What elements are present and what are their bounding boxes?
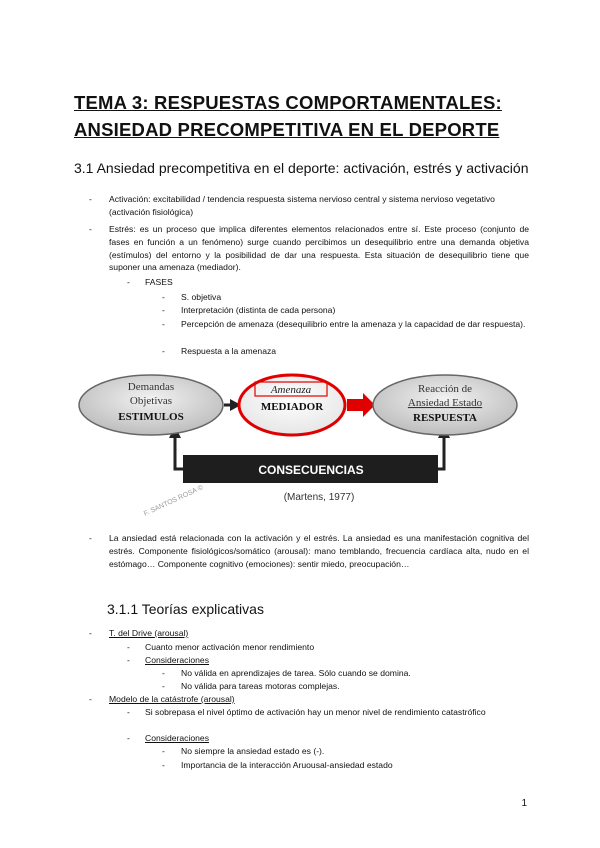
stress-process-diagram (75, 368, 525, 518)
feedback-arrow-right (438, 436, 444, 469)
catastrophe-consideration-item: Importancia de la interacción Aruousal-ansiedad estado (181, 760, 393, 770)
feedback-arrow-left (175, 436, 183, 469)
bullet-dash: - (162, 319, 165, 329)
drive-point: Cuanto menor activación menor rendimiento (145, 642, 315, 652)
bullet-dash: - (89, 224, 92, 234)
section-3-1-heading: 3.1 Ansiedad precompetitiva en el deporte: activación, estrés y activación (74, 160, 529, 176)
drive-consideration-item: No válida para tareas motoras complejas. (181, 681, 340, 691)
activacion-paragraph: Activación: excitabilidad / tendencia respuesta sistema nervioso central y sistema nervioso vegetativo (activación fisiológica) (109, 194, 495, 217)
drive-consideration-item: No válida en aprendizajes de tarea. Sólo cuando se domina. (181, 668, 411, 678)
bullet-dash: - (127, 733, 130, 743)
watermark-text: F. SANTOS ROSA © (142, 484, 205, 518)
citation-text: (Martens, 1977) (283, 492, 355, 503)
bullet-dash: - (89, 194, 92, 204)
fase-item: S. objetiva (181, 292, 222, 302)
catastrophe-point: Si sobrepasa el nivel óptimo de activación hay un menor nivel de rendimiento catastrófico (145, 707, 486, 717)
bullet-dash: - (162, 346, 165, 356)
bullet-dash: - (162, 305, 165, 315)
bullet-dash: - (162, 681, 165, 691)
right-line-1: Reacción de (417, 383, 473, 395)
center-line-2: MEDIADOR (260, 401, 324, 413)
catastrophe-consideration-item: No siempre la ansiedad estado es (-). (181, 746, 325, 756)
bullet-dash: - (162, 292, 165, 302)
bullet-dash: - (89, 628, 92, 638)
bullet-dash: - (162, 746, 165, 756)
left-line-1: Demandas (127, 381, 175, 393)
bullet-dash: - (127, 277, 130, 287)
fase-item: Respuesta a la amenaza (181, 346, 277, 356)
right-line-3: RESPUESTA (413, 412, 477, 424)
bullet-dash: - (127, 655, 130, 665)
catastrophe-considerations-label: Consideraciones (145, 733, 210, 743)
bullet-dash: - (127, 707, 130, 717)
left-line-2: Objetivas (129, 395, 173, 407)
right-line-2: Ansiedad Estado (407, 397, 483, 409)
fase-item: Percepción de amenaza (desequilibrio entre la amenaza y la capacidad de dar respuesta). (181, 319, 526, 329)
section-3-1-1-heading: 3.1.1 Teorías explicativas (107, 601, 264, 617)
document-title-line-2: ANSIEDAD PRECOMPETITIVA EN EL DEPORTE (74, 119, 500, 140)
drive-title: T. del Drive (arousal) (109, 628, 189, 638)
left-line-3: ESTIMULOS (118, 411, 184, 423)
drive-considerations-label: Consideraciones (145, 655, 210, 665)
bullet-dash: - (127, 642, 130, 652)
fase-item: Interpretación (distinta de cada persona) (181, 305, 336, 315)
consecuencias-label: CONSECUENCIAS (258, 463, 364, 477)
estres-paragraph: Estrés: es un proceso que implica diferentes elementos relacionados entre sí. Este proceso (conjunto de fases en función a un fenómeno) surge cuando percibimos un desequilibrio entre una demanda objetiva (estímulos) del entorno y la posibilidad de dar una respuesta. Esta situación de desequilibrio tiene que suponer una amenaza (mediador). (109, 224, 529, 273)
bullet-dash: - (89, 694, 92, 704)
catastrophe-title: Modelo de la catástrofe (arousal) (109, 694, 235, 704)
bullet-dash: - (162, 668, 165, 678)
document-title-line-1: TEMA 3: RESPUESTAS COMPORTAMENTALES: (74, 92, 502, 113)
center-line-1: Amenaza (270, 384, 312, 396)
page-number: 1 (521, 798, 527, 809)
bullet-dash: - (89, 533, 92, 543)
red-arrow-shaft (347, 399, 363, 411)
fases-label: FASES (145, 277, 173, 287)
ansiedad-paragraph: La ansiedad está relacionada con la activación y el estrés. La ansiedad es una manifestación cognitiva del estrés. Componente fisiológicos/somático (arousal): mano temblando, frecuencia cardíaca alta, nudo en el estómago… Componente cognitivo (emociones): sentir miedo, preocupación… (109, 533, 529, 569)
bullet-dash: - (162, 760, 165, 770)
